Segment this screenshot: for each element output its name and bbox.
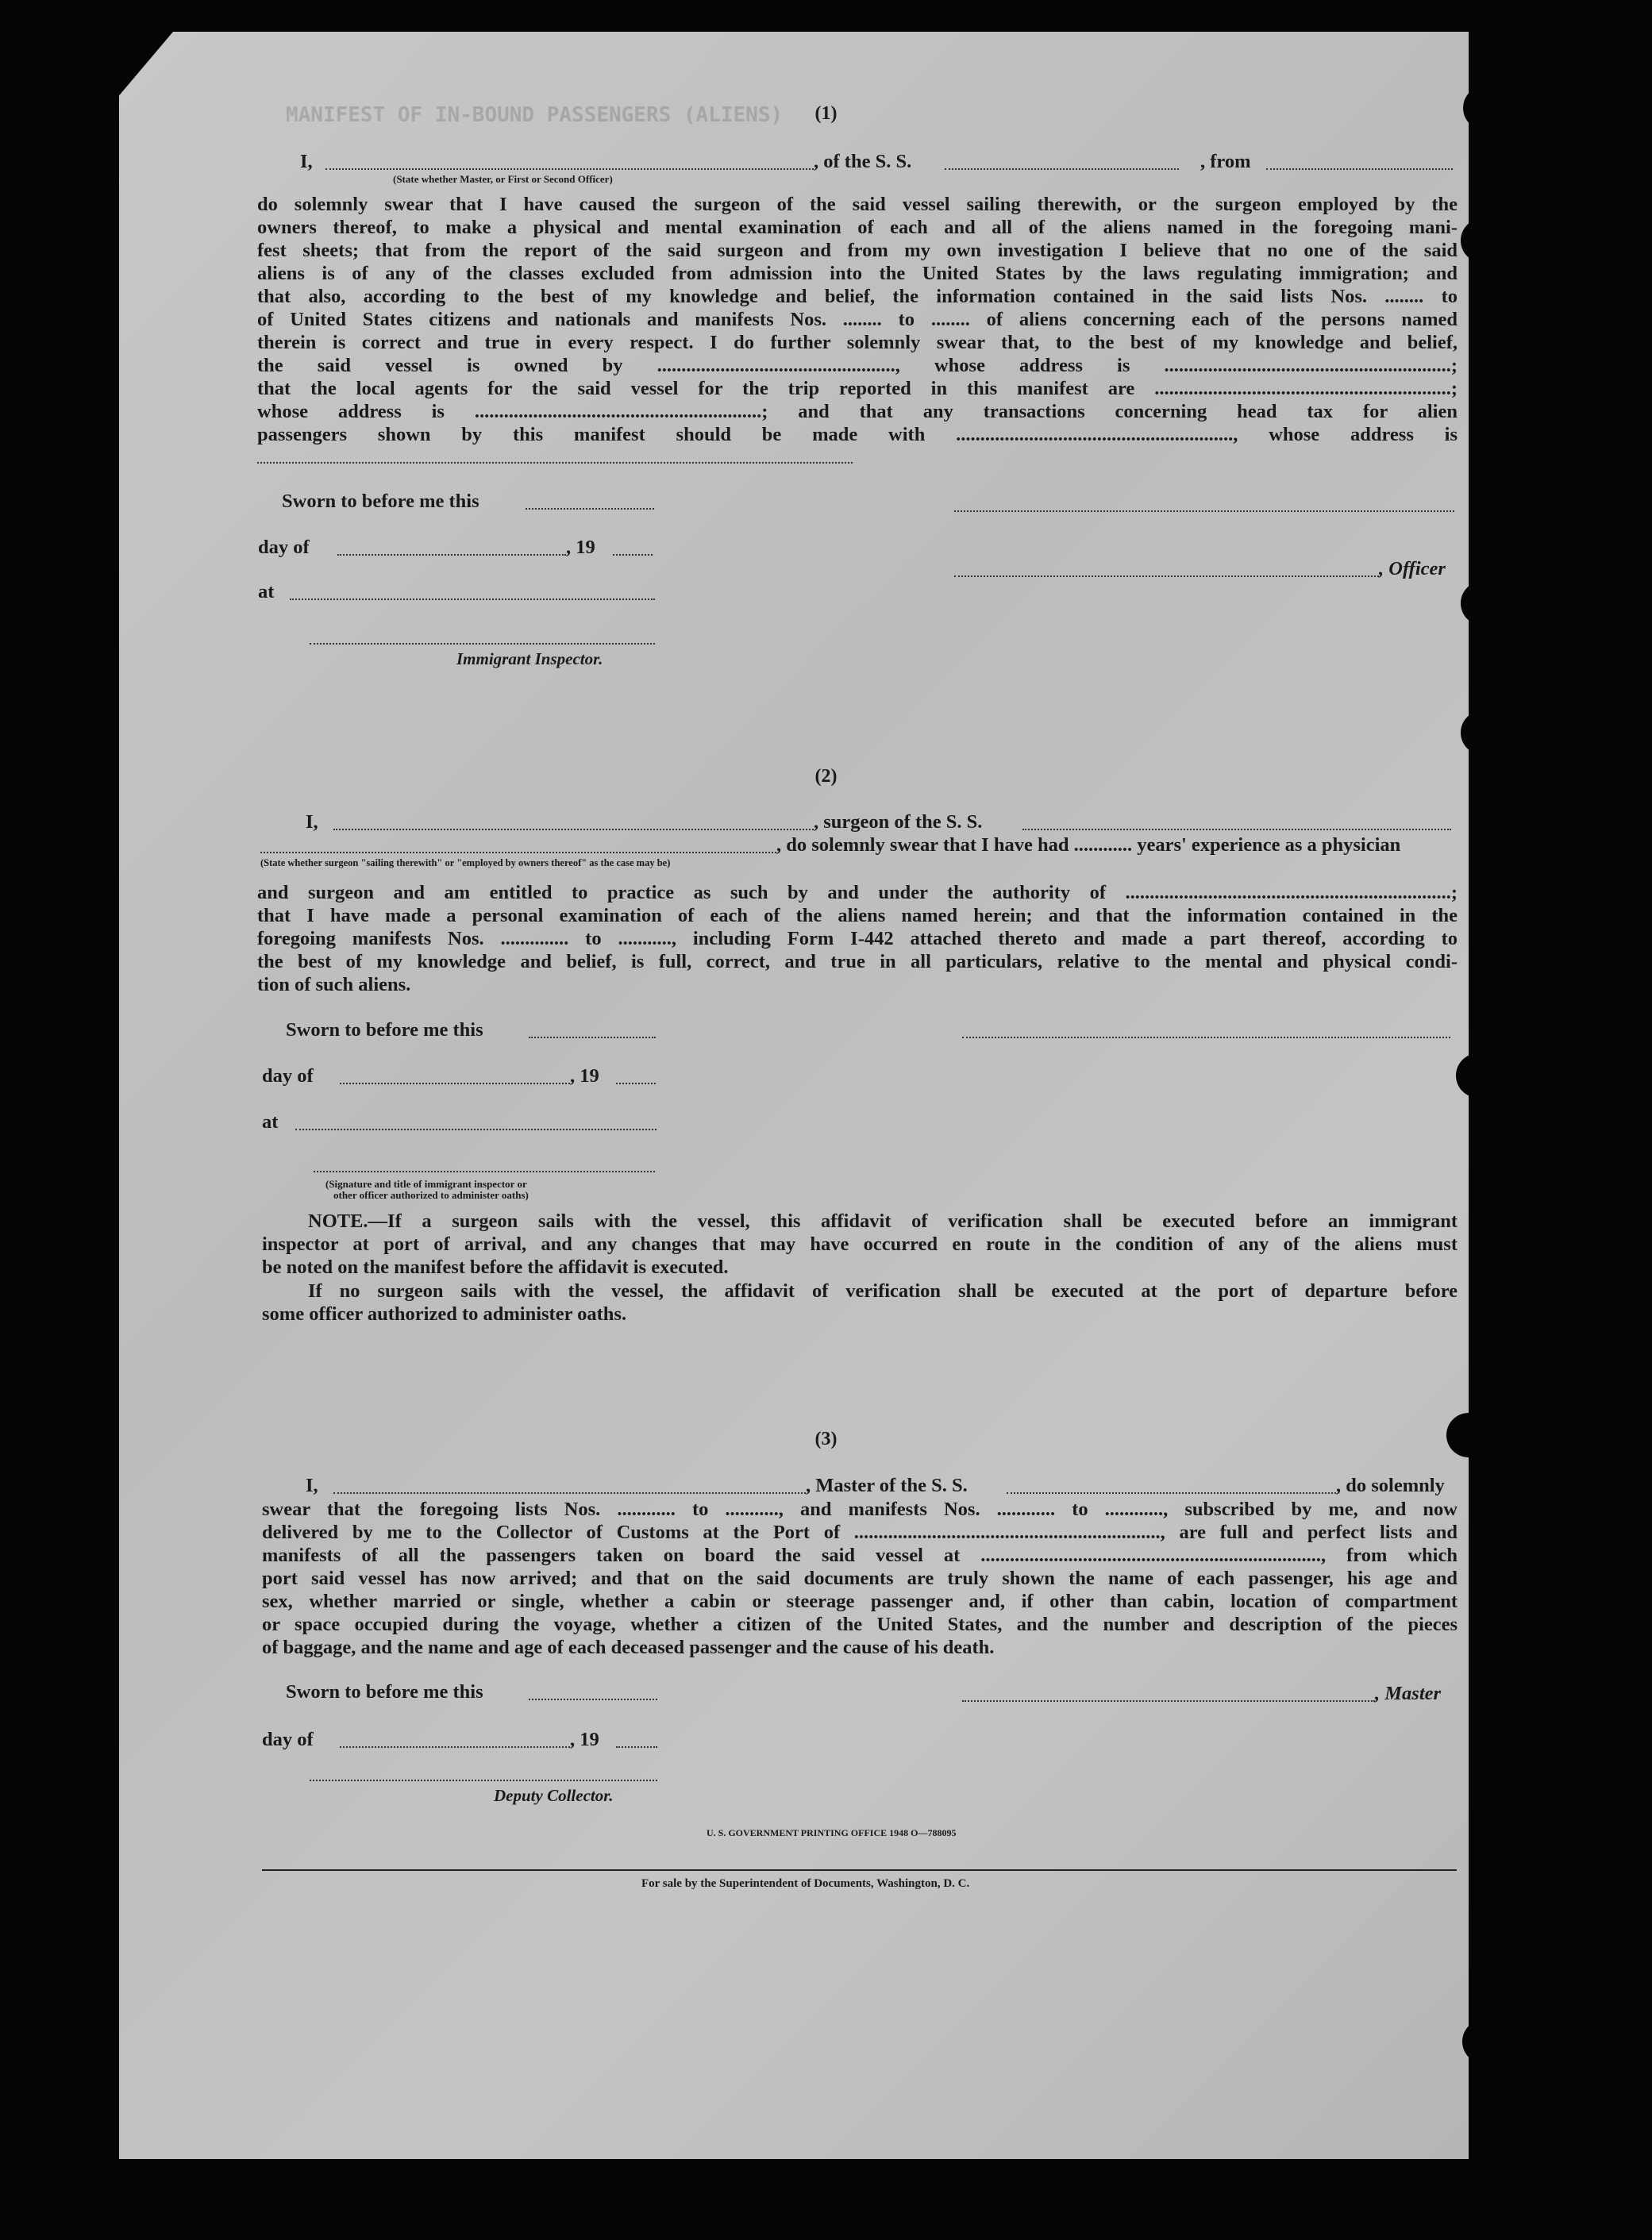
master-vessel-line[interactable] <box>1007 1492 1336 1494</box>
surgeon-signature-line[interactable] <box>962 1037 1450 1038</box>
inspector-signature-line-2[interactable] <box>314 1171 655 1172</box>
agent-address-line[interactable] <box>257 462 853 464</box>
sworn-label-1: Sworn to before me this <box>282 491 479 512</box>
deputy-collector-label: Deputy Collector. <box>494 1786 614 1805</box>
printing-office-imprint: U. S. GOVERNMENT PRINTING OFFICE 1948 O—788095 <box>707 1827 957 1838</box>
surgeon-name-line[interactable] <box>333 829 814 830</box>
from-port-line[interactable] <box>1266 168 1453 170</box>
officer-title-line[interactable] <box>954 575 1379 577</box>
year-label-3: , 19 <box>570 1729 599 1750</box>
section-1-number: (1) <box>814 103 838 124</box>
vessel-name-line[interactable] <box>945 168 1179 170</box>
binder-hole <box>1478 241 1523 285</box>
year-line-2[interactable] <box>616 1083 656 1084</box>
surgeon-i-label: I, <box>306 811 318 833</box>
master-signature-line[interactable] <box>962 1700 1375 1702</box>
officer-signature-line[interactable] <box>954 510 1454 512</box>
signature-title-note-1: (Signature and title of immigrant inspector or <box>325 1178 527 1190</box>
sworn-label-3: Sworn to before me this <box>286 1681 483 1703</box>
day-of-label-3: day of <box>262 1729 314 1750</box>
binder-hole <box>1461 710 1505 755</box>
sworn-day-line-2[interactable] <box>529 1037 656 1038</box>
section-2-number: (2) <box>814 766 838 787</box>
binder-hole <box>1462 2019 1507 2064</box>
signature-title-note-2: other officer authorized to administer oaths) <box>333 1189 529 1201</box>
day-of-label-2: day of <box>262 1065 314 1087</box>
at-label-2: at <box>262 1111 279 1133</box>
of-ss-label: , of the S. S. <box>814 151 912 172</box>
surgeon-type-line[interactable] <box>260 852 776 853</box>
inspector-signature-line[interactable] <box>310 643 655 645</box>
master-name-line[interactable] <box>333 1492 806 1494</box>
at-line-2[interactable] <box>295 1129 657 1130</box>
day-of-line-2[interactable] <box>340 1083 570 1084</box>
officer-rank-note: (State whether Master, or First or Second Officer) <box>393 173 613 185</box>
officer-name-line[interactable] <box>325 168 814 170</box>
year-line-3[interactable] <box>616 1746 657 1748</box>
officer-label: , Officer <box>1379 558 1446 579</box>
at-line-1[interactable] <box>290 598 655 600</box>
surgeon-type-note: (State whether surgeon "sailing therewith" or "employed by owners thereof" as the case may be) <box>260 857 671 868</box>
surgeon-vessel-line[interactable] <box>1022 829 1451 830</box>
sworn-label-2: Sworn to before me this <box>286 1019 483 1041</box>
do-solemnly-label: , do solemnly <box>1336 1475 1445 1496</box>
surgeon-of-ss-label: , surgeon of the S. S. <box>814 811 983 833</box>
day-of-line-1[interactable] <box>337 554 566 556</box>
bleed-through-text: MANIFEST OF IN-BOUND PASSENGERS (ALIENS) <box>286 103 784 127</box>
binder-hole <box>1456 1053 1500 1098</box>
year-label-1: , 19 <box>566 537 595 558</box>
master-i-label: I, <box>306 1475 318 1496</box>
surgeon-oath-line: , do solemnly swear that I have had ............ years' experience as a physician <box>776 834 1401 856</box>
deputy-signature-line[interactable] <box>310 1780 657 1781</box>
sale-notice: For sale by the Superintendent of Documents, Washington, D. C. <box>641 1877 970 1890</box>
year-line-1[interactable] <box>613 554 653 556</box>
at-label-1: at <box>258 581 275 602</box>
year-label-2: , 19 <box>570 1065 599 1087</box>
from-label: , from <box>1200 151 1251 172</box>
immigrant-inspector-label: Immigrant Inspector. <box>456 649 603 668</box>
master-label: , Master <box>1375 1683 1442 1704</box>
day-of-line-3[interactable] <box>340 1746 570 1748</box>
sworn-day-line-1[interactable] <box>526 508 654 510</box>
day-of-label-1: day of <box>258 537 310 558</box>
section-3-number: (3) <box>814 1429 838 1449</box>
binder-hole <box>1461 581 1505 625</box>
master-of-ss-label: , Master of the S. S. <box>806 1475 968 1496</box>
sworn-day-line-3[interactable] <box>529 1699 657 1700</box>
footer-rule <box>262 1869 1457 1871</box>
officer-i-label: I, <box>300 151 313 172</box>
